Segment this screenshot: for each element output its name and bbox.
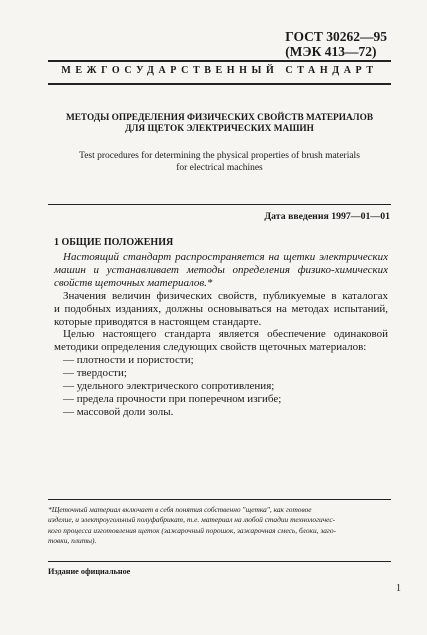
title-en-line: Test procedures for determining the physical properties of brush materials bbox=[79, 151, 360, 161]
list-item: — твердости; bbox=[63, 367, 127, 380]
list-item: — удельного электрического сопротивления; bbox=[63, 380, 275, 393]
footnote-line: кого процесса изготовления щеток (зажарочный порошок, зажарочная смесь, блоки, заго- bbox=[48, 525, 336, 535]
body-line: и подобных изданиях, должны основываться на методах испытаний, bbox=[54, 302, 388, 315]
body-line: Настоящий стандарт распространяется на щетки электрических bbox=[63, 251, 388, 263]
body-line: Значения величин физических свойств, публикуемые в каталогах bbox=[63, 289, 388, 302]
body-line: которые приводятся в настоящем стандарте. bbox=[54, 315, 262, 328]
footnote bbox=[48, 505, 388, 546]
banner-bottom-rule bbox=[48, 83, 391, 85]
list-item: — плотности и пористости; bbox=[63, 354, 194, 367]
section-heading: 1 ОБЩИЕ ПОЛОЖЕНИЯ bbox=[54, 237, 174, 248]
iec-number: (МЭК 413—72) bbox=[285, 44, 377, 59]
effective-date: Дата введения 1997—01—01 bbox=[264, 211, 390, 222]
title-bottom-rule bbox=[48, 204, 391, 205]
title-en-line: for electrical machines bbox=[176, 163, 263, 173]
top-rule bbox=[48, 60, 391, 62]
official-edition: Издание официальное bbox=[48, 567, 131, 576]
body-line: свойств щеточных материалов.* bbox=[54, 276, 213, 289]
body-line: методики определения следующих свойств щеточных материалов: bbox=[54, 341, 367, 354]
footnote-line: товки, плиты). bbox=[48, 535, 97, 545]
page-number: 1 bbox=[396, 583, 401, 594]
body-line: машин и устанавливает методы определения физико-химических bbox=[54, 263, 388, 276]
official-rule bbox=[48, 561, 391, 562]
title-english bbox=[48, 150, 391, 174]
footnote-rule bbox=[48, 499, 391, 500]
title-russian bbox=[48, 113, 391, 135]
banner-interstate-standard: МЕЖГОСУДАРСТВЕННЫЙ СТАНДАРТ bbox=[61, 65, 378, 76]
standard-number: ГОСТ 30262—95 bbox=[285, 29, 387, 44]
list-item: — массовой доли золы. bbox=[63, 405, 174, 418]
title-ru-line: ДЛЯ ЩЕТОК ЭЛЕКТРИЧЕСКИХ МАШИН bbox=[125, 124, 314, 134]
footnote-line: изделие, и электроугольный полуфабрикат, т.е. материал на любой стадии технологичес- bbox=[48, 515, 336, 525]
title-ru-line: МЕТОДЫ ОПРЕДЕЛЕНИЯ ФИЗИЧЕСКИХ СВОЙСТВ МАТЕРИАЛОВ bbox=[65, 113, 374, 123]
body-text bbox=[54, 251, 388, 419]
standard-designation bbox=[285, 29, 387, 59]
footnote-line: *Щеточный материал включает в себя понятия собственно "щетка", как готовое bbox=[48, 505, 312, 514]
body-line: Целью настоящего стандарта является обеспечение одинаковой bbox=[63, 328, 388, 341]
list-item: — предела прочности при поперечном изгибе; bbox=[63, 392, 282, 405]
